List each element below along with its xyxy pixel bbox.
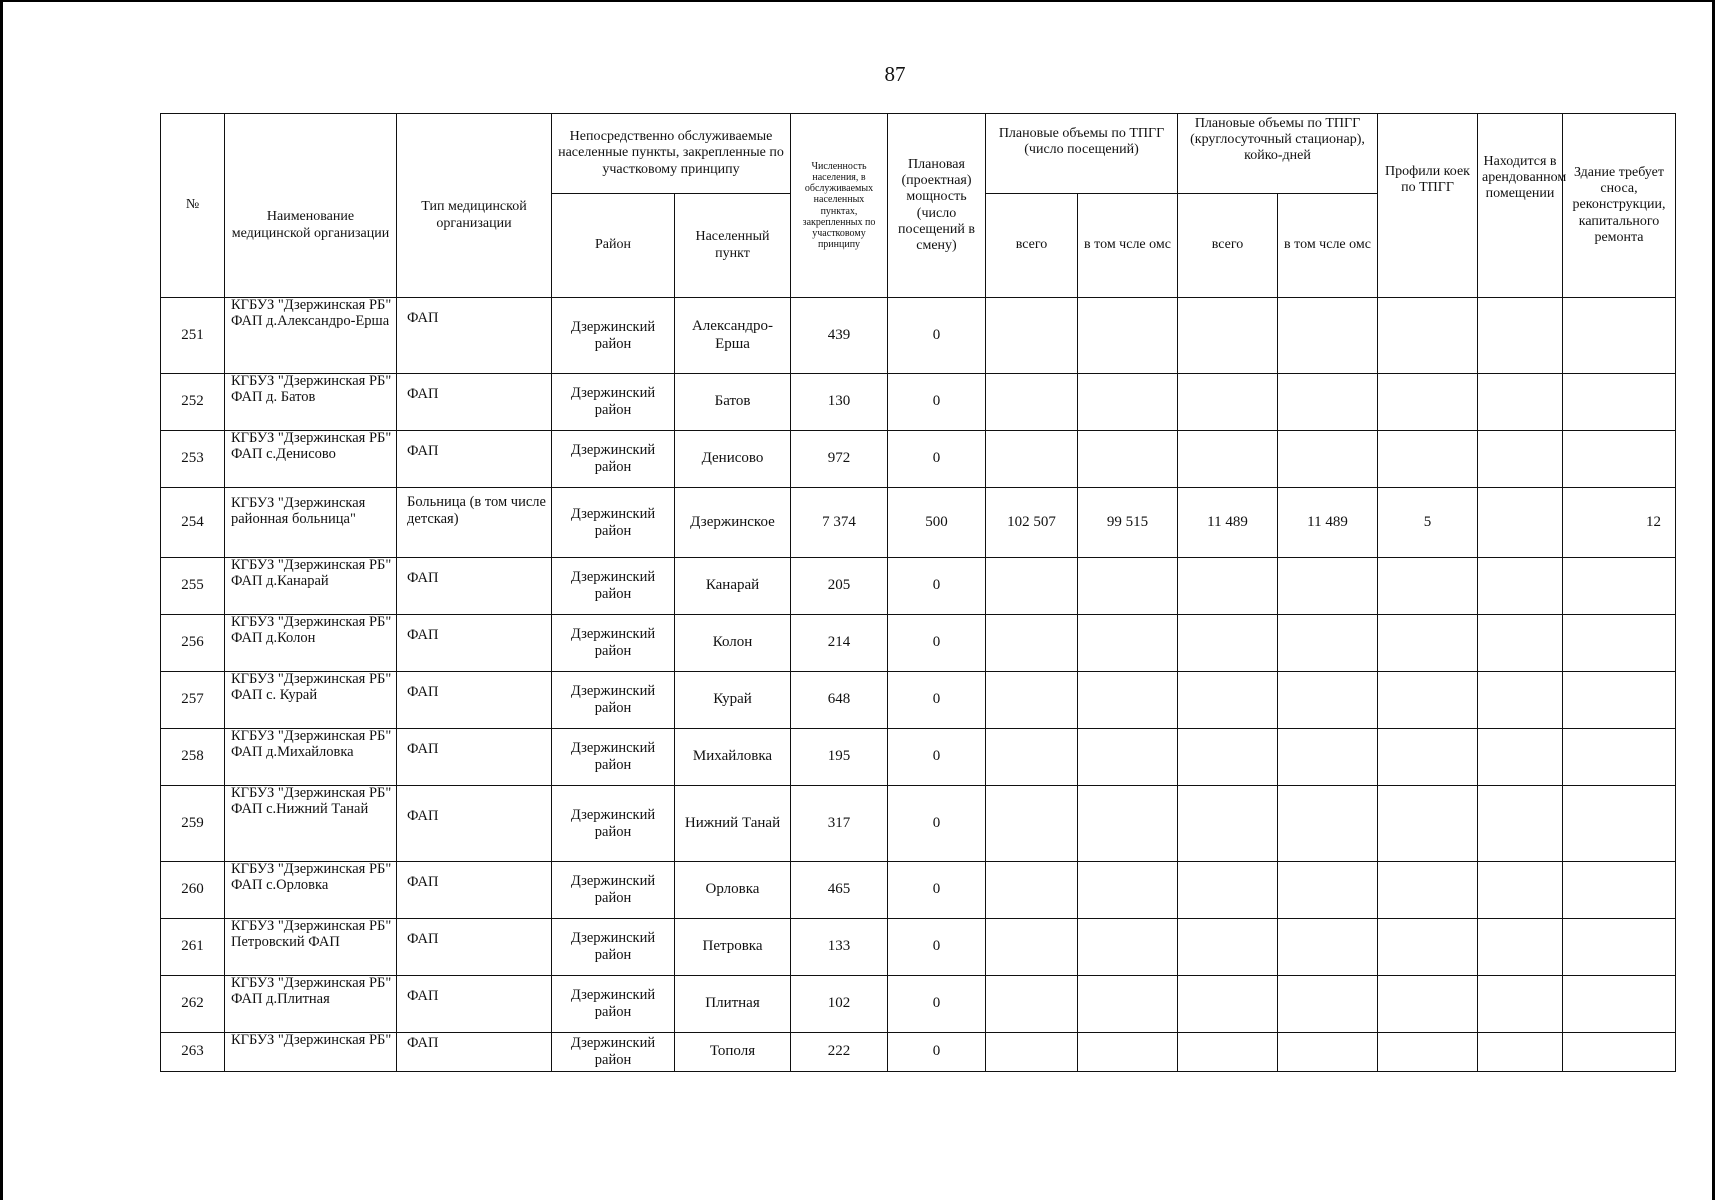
cell-rented bbox=[1478, 919, 1563, 976]
cell-district: Дзержинский район bbox=[552, 1033, 675, 1072]
cell-building bbox=[1563, 729, 1676, 786]
cell-population: 972 bbox=[791, 431, 888, 488]
cell-visits-oms bbox=[1078, 976, 1178, 1033]
cell-district: Дзержинский район bbox=[552, 558, 675, 615]
cell-rented bbox=[1478, 374, 1563, 431]
cell-type: Больница (в том числе детская) bbox=[397, 488, 552, 558]
table-row bbox=[161, 298, 1715, 374]
cell-locality: Нижний Танай bbox=[675, 786, 791, 862]
cell-beds-total bbox=[1178, 298, 1278, 374]
cell-district: Дзержинский район bbox=[552, 919, 675, 976]
cell-visits-oms bbox=[1078, 431, 1178, 488]
cell-org: КГБУЗ "Дзержинская РБ" ФАП д.Михайловка bbox=[225, 729, 397, 786]
header-profiles: Профили коек по ТПГГ bbox=[1378, 114, 1478, 298]
cell-population: 205 bbox=[791, 558, 888, 615]
cell-locality: Курай bbox=[675, 672, 791, 729]
facilities-table-wrap bbox=[160, 113, 1690, 1072]
cell-profiles bbox=[1378, 558, 1478, 615]
cell-capacity: 0 bbox=[888, 786, 986, 862]
cell-num: 252 bbox=[161, 374, 225, 431]
cell-type: ФАП bbox=[397, 919, 552, 976]
cell-beds-total bbox=[1178, 1033, 1278, 1072]
cell-locality: Дзержинское bbox=[675, 488, 791, 558]
header-served-group: Непосредственно обслуживаемые населенные пункты, закрепленные по участковому принципу bbox=[552, 114, 791, 194]
cell-beds-total bbox=[1178, 431, 1278, 488]
cell-beds-total bbox=[1178, 976, 1278, 1033]
cell-org: КГБУЗ "Дзержинская РБ" bbox=[225, 1033, 397, 1072]
cell-num: 257 bbox=[161, 672, 225, 729]
cell-num: 251 bbox=[161, 298, 225, 374]
cell-profiles bbox=[1378, 298, 1478, 374]
cell-visits-total bbox=[986, 1033, 1078, 1072]
cell-org: КГБУЗ "Дзержинская районная больница" bbox=[225, 488, 397, 558]
cell-visits-oms bbox=[1078, 919, 1178, 976]
cell-locality: Плитная bbox=[675, 976, 791, 1033]
cell-visits-total bbox=[986, 558, 1078, 615]
table-row bbox=[161, 615, 1715, 672]
cell-district: Дзержинский район bbox=[552, 431, 675, 488]
cell-visits-total bbox=[986, 786, 1078, 862]
cell-beds-total bbox=[1178, 672, 1278, 729]
table-row bbox=[161, 558, 1715, 615]
table-row bbox=[161, 919, 1715, 976]
cell-num: 260 bbox=[161, 862, 225, 919]
header-district: Район bbox=[552, 194, 675, 298]
cell-population: 648 bbox=[791, 672, 888, 729]
cell-building bbox=[1563, 298, 1676, 374]
cell-visits-oms bbox=[1078, 374, 1178, 431]
cell-visits-total bbox=[986, 919, 1078, 976]
facilities-table bbox=[160, 113, 1715, 1072]
header-visits-group: Плановые объемы по ТПГГ (число посещений) bbox=[986, 114, 1178, 194]
cell-num: 258 bbox=[161, 729, 225, 786]
header-beds-oms: в том чсле омс bbox=[1278, 194, 1378, 298]
cell-rented bbox=[1478, 729, 1563, 786]
header-num: № bbox=[161, 114, 225, 298]
cell-profiles bbox=[1378, 1033, 1478, 1072]
cell-capacity: 0 bbox=[888, 672, 986, 729]
header-capacity: Плановая (проектная) мощность (число посещений в смену) bbox=[888, 114, 986, 298]
cell-rented bbox=[1478, 431, 1563, 488]
cell-profiles bbox=[1378, 431, 1478, 488]
cell-type: ФАП bbox=[397, 558, 552, 615]
cell-beds-total: 11 489 bbox=[1178, 488, 1278, 558]
cell-rented bbox=[1478, 862, 1563, 919]
table-body bbox=[161, 298, 1715, 1072]
cell-building bbox=[1563, 431, 1676, 488]
cell-num: 254 bbox=[161, 488, 225, 558]
header-population: Численность населения, в обслуживаемых населенных пунктах, закрепленных по участковому принципу bbox=[791, 114, 888, 298]
cell-population: 130 bbox=[791, 374, 888, 431]
cell-capacity: 0 bbox=[888, 976, 986, 1033]
cell-population: 222 bbox=[791, 1033, 888, 1072]
cell-type: ФАП bbox=[397, 786, 552, 862]
cell-type: ФАП bbox=[397, 729, 552, 786]
cell-visits-total bbox=[986, 374, 1078, 431]
cell-locality: Петровка bbox=[675, 919, 791, 976]
cell-org: КГБУЗ "Дзержинская РБ" ФАП д.Плитная bbox=[225, 976, 397, 1033]
table-row bbox=[161, 729, 1715, 786]
cell-type: ФАП bbox=[397, 431, 552, 488]
cell-num: 259 bbox=[161, 786, 225, 862]
header-beds-group: Плановые объемы по ТПГГ (круглосуточный стационар), койко-дней bbox=[1178, 114, 1378, 194]
cell-locality: Александро-Ерша bbox=[675, 298, 791, 374]
cell-capacity: 0 bbox=[888, 431, 986, 488]
cell-num: 261 bbox=[161, 919, 225, 976]
cell-beds-total bbox=[1178, 862, 1278, 919]
cell-type: ФАП bbox=[397, 615, 552, 672]
cell-district: Дзержинский район bbox=[552, 615, 675, 672]
cell-population: 439 bbox=[791, 298, 888, 374]
cell-org: КГБУЗ "Дзержинская РБ" ФАП д.Канарай bbox=[225, 558, 397, 615]
table-row bbox=[161, 488, 1715, 558]
cell-org: КГБУЗ "Дзержинская РБ" Петровский ФАП bbox=[225, 919, 397, 976]
cell-num: 253 bbox=[161, 431, 225, 488]
cell-population: 317 bbox=[791, 786, 888, 862]
cell-visits-total bbox=[986, 615, 1078, 672]
cell-district: Дзержинский район bbox=[552, 976, 675, 1033]
cell-visits-total bbox=[986, 729, 1078, 786]
cell-type: ФАП bbox=[397, 862, 552, 919]
cell-locality: Канарай bbox=[675, 558, 791, 615]
cell-profiles bbox=[1378, 862, 1478, 919]
cell-profiles bbox=[1378, 374, 1478, 431]
cell-locality: Тополя bbox=[675, 1033, 791, 1072]
table-row bbox=[161, 862, 1715, 919]
page-number: 87 bbox=[884, 62, 906, 86]
table-row bbox=[161, 976, 1715, 1033]
cell-locality: Орловка bbox=[675, 862, 791, 919]
header-org-name: Наименование медицинской организации bbox=[225, 114, 397, 298]
cell-org: КГБУЗ "Дзержинская РБ" ФАП д.Колон bbox=[225, 615, 397, 672]
header-visits-total: всего bbox=[986, 194, 1078, 298]
cell-visits-total: 102 507 bbox=[986, 488, 1078, 558]
cell-beds-oms bbox=[1278, 976, 1378, 1033]
table-row bbox=[161, 786, 1715, 862]
cell-num: 255 bbox=[161, 558, 225, 615]
cell-visits-total bbox=[986, 672, 1078, 729]
cell-visits-total bbox=[986, 976, 1078, 1033]
table-row bbox=[161, 672, 1715, 729]
cell-org: КГБУЗ "Дзержинская РБ" ФАП с.Нижний Танай bbox=[225, 786, 397, 862]
cell-building bbox=[1563, 615, 1676, 672]
cell-building bbox=[1563, 786, 1676, 862]
table-row bbox=[161, 431, 1715, 488]
cell-visits-oms bbox=[1078, 672, 1178, 729]
cell-rented bbox=[1478, 298, 1563, 374]
cell-org: КГБУЗ "Дзержинская РБ" ФАП д. Батов bbox=[225, 374, 397, 431]
cell-beds-oms bbox=[1278, 672, 1378, 729]
cell-visits-total bbox=[986, 298, 1078, 374]
cell-rented bbox=[1478, 558, 1563, 615]
cell-visits-oms: 99 515 bbox=[1078, 488, 1178, 558]
cell-building bbox=[1563, 976, 1676, 1033]
cell-profiles bbox=[1378, 919, 1478, 976]
cell-capacity: 0 bbox=[888, 374, 986, 431]
header-building: Здание требует сноса, реконструкции, капитального ремонта bbox=[1563, 114, 1676, 298]
cell-locality: Михайловка bbox=[675, 729, 791, 786]
cell-beds-total bbox=[1178, 919, 1278, 976]
table-row bbox=[161, 374, 1715, 431]
cell-type: ФАП bbox=[397, 374, 552, 431]
cell-visits-total bbox=[986, 431, 1078, 488]
cell-visits-oms bbox=[1078, 298, 1178, 374]
cell-building bbox=[1563, 862, 1676, 919]
cell-capacity: 0 bbox=[888, 919, 986, 976]
cell-beds-oms bbox=[1278, 298, 1378, 374]
cell-beds-oms bbox=[1278, 862, 1378, 919]
cell-rented bbox=[1478, 976, 1563, 1033]
cell-rented bbox=[1478, 615, 1563, 672]
cell-num: 256 bbox=[161, 615, 225, 672]
cell-beds-oms bbox=[1278, 1033, 1378, 1072]
cell-capacity: 0 bbox=[888, 615, 986, 672]
cell-type: ФАП bbox=[397, 298, 552, 374]
cell-beds-oms bbox=[1278, 558, 1378, 615]
cell-population: 133 bbox=[791, 919, 888, 976]
cell-population: 465 bbox=[791, 862, 888, 919]
cell-building bbox=[1563, 558, 1676, 615]
cell-beds-oms bbox=[1278, 431, 1378, 488]
cell-district: Дзержинский район bbox=[552, 298, 675, 374]
cell-visits-oms bbox=[1078, 729, 1178, 786]
cell-capacity: 500 bbox=[888, 488, 986, 558]
cell-beds-oms bbox=[1278, 786, 1378, 862]
cell-org: КГБУЗ "Дзержинская РБ" ФАП с.Орловка bbox=[225, 862, 397, 919]
cell-capacity: 0 bbox=[888, 558, 986, 615]
cell-district: Дзержинский район bbox=[552, 862, 675, 919]
cell-building: 12 bbox=[1563, 488, 1676, 558]
cell-org: КГБУЗ "Дзержинская РБ" ФАП с. Курай bbox=[225, 672, 397, 729]
scan-edge-left bbox=[0, 0, 3, 1200]
cell-rented bbox=[1478, 1033, 1563, 1072]
cell-profiles bbox=[1378, 672, 1478, 729]
cell-population: 102 bbox=[791, 976, 888, 1033]
header-visits-oms: в том чсле омс bbox=[1078, 194, 1178, 298]
cell-locality: Колон bbox=[675, 615, 791, 672]
cell-beds-oms bbox=[1278, 615, 1378, 672]
cell-type: ФАП bbox=[397, 976, 552, 1033]
cell-type: ФАП bbox=[397, 1033, 552, 1072]
cell-visits-oms bbox=[1078, 786, 1178, 862]
header-locality: Населенный пункт bbox=[675, 194, 791, 298]
cell-profiles bbox=[1378, 729, 1478, 786]
cell-district: Дзержинский район bbox=[552, 786, 675, 862]
cell-num: 263 bbox=[161, 1033, 225, 1072]
cell-visits-oms bbox=[1078, 615, 1178, 672]
cell-beds-total bbox=[1178, 374, 1278, 431]
cell-district: Дзержинский район bbox=[552, 488, 675, 558]
scan-edge-top bbox=[0, 0, 1715, 2]
cell-beds-total bbox=[1178, 558, 1278, 615]
cell-district: Дзержинский район bbox=[552, 374, 675, 431]
cell-visits-oms bbox=[1078, 558, 1178, 615]
cell-beds-oms bbox=[1278, 919, 1378, 976]
cell-building bbox=[1563, 672, 1676, 729]
cell-locality: Батов bbox=[675, 374, 791, 431]
cell-beds-oms bbox=[1278, 729, 1378, 786]
cell-district: Дзержинский район bbox=[552, 729, 675, 786]
cell-capacity: 0 bbox=[888, 298, 986, 374]
cell-capacity: 0 bbox=[888, 729, 986, 786]
table-header bbox=[161, 114, 1715, 298]
cell-profiles bbox=[1378, 786, 1478, 862]
cell-rented bbox=[1478, 488, 1563, 558]
header-rented: Находится в арендованном помещении bbox=[1478, 114, 1563, 298]
cell-visits-oms bbox=[1078, 1033, 1178, 1072]
cell-population: 214 bbox=[791, 615, 888, 672]
cell-num: 262 bbox=[161, 976, 225, 1033]
cell-district: Дзержинский район bbox=[552, 672, 675, 729]
cell-org: КГБУЗ "Дзержинская РБ" ФАП д.Александро-Ерша bbox=[225, 298, 397, 374]
cell-profiles bbox=[1378, 615, 1478, 672]
cell-visits-total bbox=[986, 862, 1078, 919]
header-beds-total: всего bbox=[1178, 194, 1278, 298]
cell-capacity: 0 bbox=[888, 862, 986, 919]
cell-rented bbox=[1478, 786, 1563, 862]
cell-beds-total bbox=[1178, 729, 1278, 786]
cell-population: 195 bbox=[791, 729, 888, 786]
cell-visits-oms bbox=[1078, 862, 1178, 919]
cell-building bbox=[1563, 919, 1676, 976]
cell-capacity: 0 bbox=[888, 1033, 986, 1072]
cell-beds-total bbox=[1178, 615, 1278, 672]
cell-locality: Денисово bbox=[675, 431, 791, 488]
cell-building bbox=[1563, 374, 1676, 431]
table-row bbox=[161, 1033, 1715, 1072]
cell-population: 7 374 bbox=[791, 488, 888, 558]
cell-building bbox=[1563, 1033, 1676, 1072]
cell-beds-total bbox=[1178, 786, 1278, 862]
cell-profiles: 5 bbox=[1378, 488, 1478, 558]
cell-rented bbox=[1478, 672, 1563, 729]
cell-org: КГБУЗ "Дзержинская РБ" ФАП с.Денисово bbox=[225, 431, 397, 488]
cell-type: ФАП bbox=[397, 672, 552, 729]
header-org-type: Тип медицинской организации bbox=[397, 114, 552, 298]
cell-profiles bbox=[1378, 976, 1478, 1033]
cell-beds-oms: 11 489 bbox=[1278, 488, 1378, 558]
cell-beds-oms bbox=[1278, 374, 1378, 431]
